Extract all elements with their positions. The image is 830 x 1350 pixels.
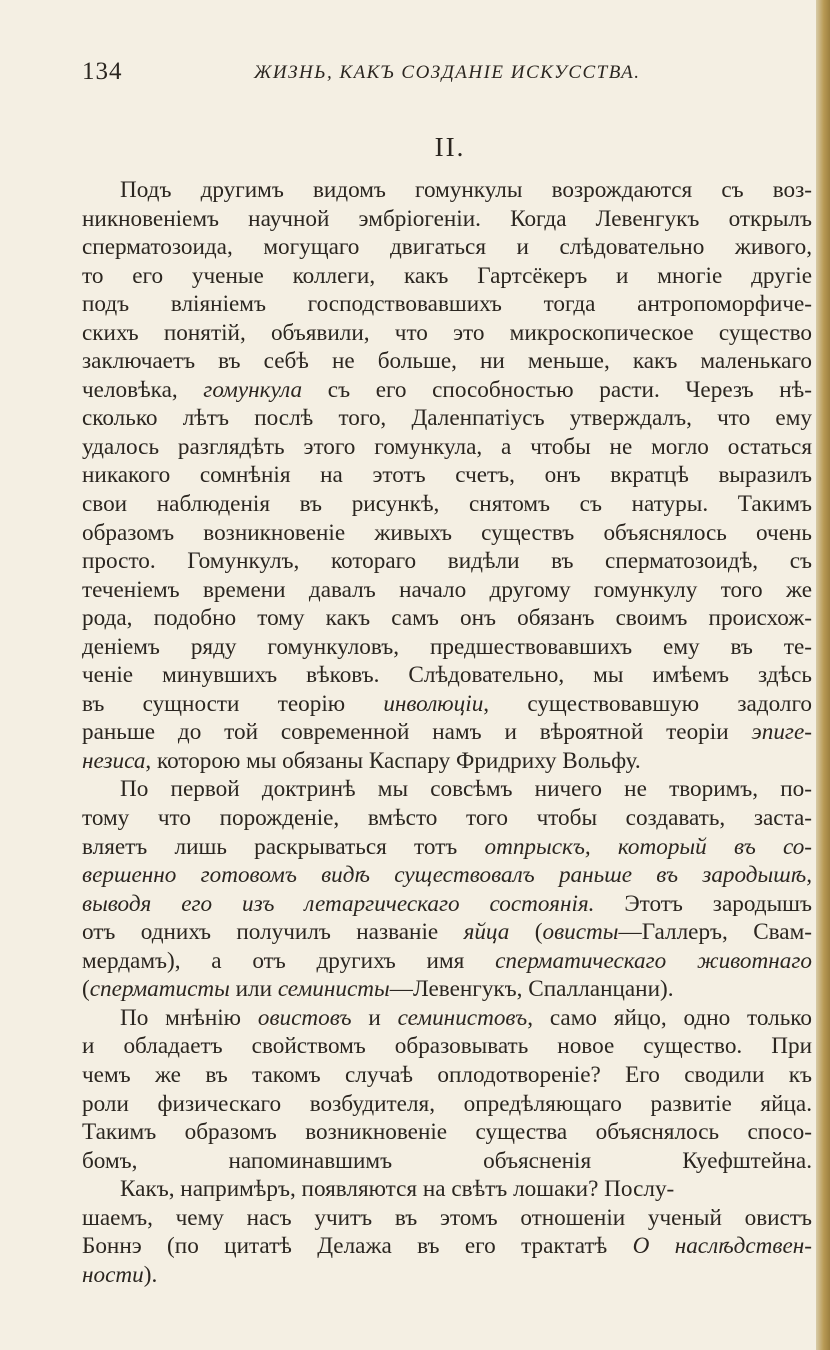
running-title: ЖИЗНЬ, КАКЪ СОЗДАНІЕ ИСКУССТВА.: [254, 62, 641, 83]
text-line: [82, 519, 812, 548]
section-number: II.: [434, 132, 466, 162]
text-line: [82, 1147, 812, 1176]
italic-text: яйца: [463, 919, 510, 946]
text-line: [82, 1118, 812, 1147]
text-line: [82, 233, 812, 262]
italic-text: гомункула: [203, 376, 303, 403]
text-segment: рода, подобно тому какъ самъ онъ обязанъ своимъ происхож-: [82, 605, 812, 632]
text-line: [82, 376, 812, 405]
text-line: [82, 1061, 812, 1090]
text-segment: никакого сомнѣнія на этотъ счетъ, онъ вкратцѣ выразилъ: [82, 462, 812, 489]
text-segment: никновеніемъ научной эмбріогеніи. Когда Левенгукъ открылъ: [82, 205, 812, 232]
text-line: [82, 1204, 812, 1233]
italic-text: сперматисты: [89, 976, 230, 1003]
text-segment: Этотъ зародышъ: [594, 890, 812, 917]
text-segment: Боннэ (по цитатѣ Делажа въ его трактатѣ: [82, 1233, 633, 1260]
text-segment: —Левенгукъ, Спалланцани).: [389, 976, 674, 1003]
text-segment: бомъ, напоминавшимъ объясненія Куефштейна.: [82, 1147, 812, 1174]
text-segment: раньше до той современной намъ и вѣроятной теоріи: [82, 719, 752, 746]
text-segment: чемъ же въ такомъ случаѣ оплодотвореніе? Его сводили къ: [82, 1061, 812, 1088]
text-line: [82, 975, 812, 1004]
text-line: [82, 918, 812, 947]
text-segment: и обладаетъ свойствомъ образовывать новое существо. При: [82, 1033, 812, 1060]
text-line: [82, 1261, 812, 1290]
text-line: [82, 290, 812, 319]
text-segment: ченіе минувшихъ вѣковъ. Слѣдовательно, мы имѣемъ здѣсь: [82, 662, 812, 689]
text-segment: или: [229, 976, 278, 1003]
text-segment: скихъ понятій, объявили, что это микроскопическое существо: [82, 319, 812, 346]
text-segment: , существовавшую задолго: [483, 690, 812, 717]
italic-text: вершенно готовомъ видѣ существовалъ раньше въ зародышѣ,: [82, 862, 812, 889]
text-segment: и: [351, 1004, 398, 1031]
italic-text: эпиге-: [751, 719, 812, 746]
italic-text: овистовъ: [257, 1004, 352, 1031]
text-segment: —Галлеръ, Свам-: [618, 919, 812, 946]
text-line: [82, 890, 812, 919]
text-segment: тому что порожденіе, вмѣсто того чтобы создавать, заста-: [82, 805, 812, 832]
text-line: [82, 604, 812, 633]
text-segment: просто. Гомункулъ, котораго видѣли въ сперматозоидѣ, съ: [82, 548, 812, 575]
text-line: [82, 461, 812, 490]
text-line: [82, 262, 812, 291]
text-line: [82, 433, 812, 462]
text-line: [82, 804, 812, 833]
text-segment: удалось разглядѣть этого гомункула, а чтобы не могло остаться: [82, 433, 812, 460]
text-line: [82, 633, 812, 662]
text-segment: По первой доктринѣ мы совсѣмъ ничего не творимъ, по-: [120, 776, 812, 803]
text-line: [82, 347, 812, 376]
text-line: [82, 775, 812, 804]
text-segment: роли физическаго возбудителя, опредѣляющаго развитіе яйца.: [82, 1090, 812, 1117]
text-line: [82, 1004, 812, 1033]
italic-text: семинистовъ: [397, 1004, 528, 1031]
italic-text: выводя его изъ летаргическаго состоянія.: [82, 890, 595, 917]
text-segment: свои наблюденія въ рисункѣ, снятомъ съ натуры. Такимъ: [82, 491, 812, 518]
page-header: [82, 58, 797, 88]
text-line: [82, 1175, 812, 1204]
text-line: [82, 547, 812, 576]
text-segment: сколько лѣтъ послѣ того, Даленпатіусъ утверждалъ, что ему: [82, 405, 812, 432]
italic-text: незиса: [82, 747, 146, 774]
text-segment: (: [509, 919, 543, 946]
italic-text: О наслѣдствен-: [632, 1233, 812, 1260]
text-line: [82, 718, 812, 747]
italic-text: сперматическаго животнаго: [495, 947, 812, 974]
text-segment: (: [82, 976, 90, 1003]
text-segment: заключаетъ въ себѣ не больше, ни меньше, какъ маленькаго: [82, 348, 812, 375]
page-number: 134: [82, 58, 123, 85]
text-segment: подъ вліяніемъ господствовавшихъ тогда антропоморфиче-: [82, 291, 812, 318]
text-segment: Какъ, напримѣръ, появляются на свѣтъ лошаки? Послу-: [120, 1176, 675, 1203]
text-line: [82, 1232, 812, 1261]
text-segment: съ его способностью расти. Черезъ нѣ-: [302, 376, 812, 403]
body-text: [82, 176, 812, 1289]
text-line: [82, 576, 812, 605]
text-segment: теченіемъ времени давалъ начало другому гомункулу того же: [82, 576, 812, 603]
text-segment: образомъ возникновеніе живыхъ существъ объяснялось очень: [82, 519, 812, 546]
text-segment: , само яйцо, одно только: [527, 1004, 812, 1031]
text-line: [82, 833, 812, 862]
text-line: [82, 661, 812, 690]
text-segment: ).: [143, 1261, 158, 1288]
italic-text: инволюціи: [383, 690, 484, 717]
text-line: [82, 490, 812, 519]
text-segment: то его ученые коллеги, какъ Гартсёкеръ и многіе другіе: [82, 262, 812, 289]
italic-text: овисты: [542, 919, 619, 946]
text-line: [82, 404, 812, 433]
italic-text: семинисты: [277, 976, 390, 1003]
text-line: [82, 176, 812, 205]
text-line: [82, 1032, 812, 1061]
text-segment: Такимъ образомъ возникновеніе существа объяснялось спосо-: [82, 1119, 812, 1146]
page-edge: [816, 0, 830, 1350]
italic-text: отпрыскъ, который въ со-: [484, 833, 812, 860]
text-segment: отъ однихъ получилъ названіе: [82, 919, 464, 946]
text-segment: , которою мы обязаны Каспару Фридриху Вольфу.: [145, 747, 641, 774]
text-segment: въ сущности теорію: [82, 690, 384, 717]
text-segment: сперматозоида, могущаго двигаться и слѣдовательно живого,: [82, 234, 812, 261]
text-segment: деніемъ ряду гомункуловъ, предшествовавшихъ ему въ те-: [82, 633, 812, 660]
text-segment: шаемъ, чему насъ учитъ въ этомъ отношеніи ученый овистъ: [82, 1204, 812, 1231]
text-line: [82, 747, 812, 776]
text-segment: вляетъ лишь раскрываться тотъ: [82, 833, 485, 860]
text-segment: мердамъ), а отъ другихъ имя: [82, 947, 496, 974]
text-line: [82, 205, 812, 234]
text-line: [82, 1090, 812, 1119]
text-line: [82, 319, 812, 348]
text-segment: Подъ другимъ видомъ гомункулы возрождаются съ воз-: [120, 177, 812, 203]
text-line: [82, 947, 812, 976]
italic-text: ности: [82, 1261, 144, 1288]
text-line: [82, 690, 812, 719]
text-segment: человѣка,: [82, 376, 204, 403]
text-line: [82, 861, 812, 890]
text-segment: По мнѣнію: [120, 1004, 258, 1031]
